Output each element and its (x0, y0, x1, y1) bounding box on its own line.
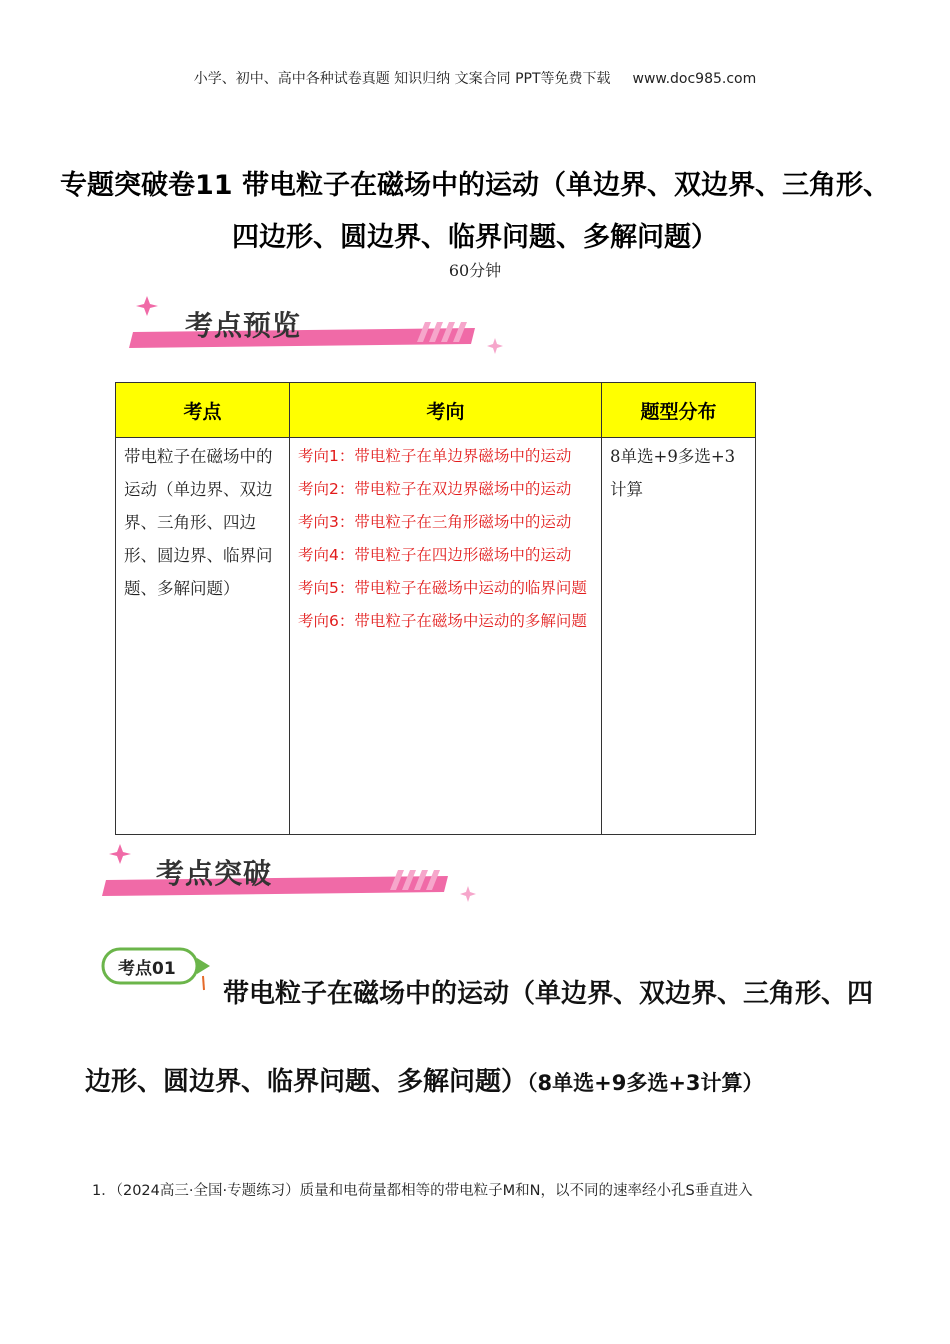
duration-text: 60分钟 (448, 261, 502, 280)
header-cell-direction: 考向 (290, 383, 602, 438)
breakthrough-banner (98, 840, 488, 910)
section-title (85, 950, 875, 1127)
banner-label: 考点突破 (156, 857, 273, 890)
page-title: 专题突破卷11 带电粒子在磁场中的运动（单边界、双边界、三角形、四边形、圆边界、临界问题、多解问题） (60, 170, 890, 253)
section-title-text: 带电粒子在磁场中的运动（单边界、双边界、三角形、四边形、圆边界、临界问题、多解问题） (85, 979, 874, 1097)
direction-item: 考向2：带电粒子在双边界磁场中的运动 (298, 480, 572, 498)
direction-item: 考向3：带电粒子在三角形磁场中的运动 (298, 513, 572, 531)
direction-item: 考向5：带电粒子在磁场中运动的临界问题 (298, 579, 587, 597)
site-link[interactable]: www.doc985.com (632, 71, 757, 87)
overview-table (115, 382, 756, 835)
table-row (116, 438, 756, 835)
direction-item: 考向4：带电粒子在四边形磁场中的运动 (298, 546, 572, 564)
header-cell-topic: 考点 (116, 383, 290, 438)
badge-label: 考点01 (118, 959, 176, 979)
header-cell-distribution: 题型分布 (602, 383, 756, 438)
table-header-row (116, 383, 756, 438)
site-header (0, 68, 950, 88)
banner-label: 考点预览 (185, 309, 302, 342)
question-number: 1． (92, 1183, 116, 1199)
direction-item: 考向6：带电粒子在磁场中运动的多解问题 (298, 612, 587, 630)
header-text: 小学、初中、高中各种试卷真题 知识归纳 文案合同 PPT等免费下载 (193, 71, 611, 87)
preview-banner (125, 292, 515, 362)
section-title-tail: （8单选+9多选+3计算） (527, 1071, 764, 1095)
question-1 (92, 1179, 882, 1200)
distribution-cell: 8单选+9多选+3计算 (602, 438, 756, 835)
topic-cell: 带电粒子在磁场中的运动（单边界、双边界、三角形、四边形、圆边界、临界问题、多解问题） (116, 438, 290, 835)
direction-cell (290, 438, 602, 835)
direction-item: 考向1：带电粒子在单边界磁场中的运动 (298, 447, 572, 465)
question-text: （2024高三·全国·专题练习）质量和电荷量都相等的带电粒子M和N，以不同的速率经小孔S垂直进入 (115, 1183, 753, 1199)
banner-decoration-icon (125, 292, 515, 362)
